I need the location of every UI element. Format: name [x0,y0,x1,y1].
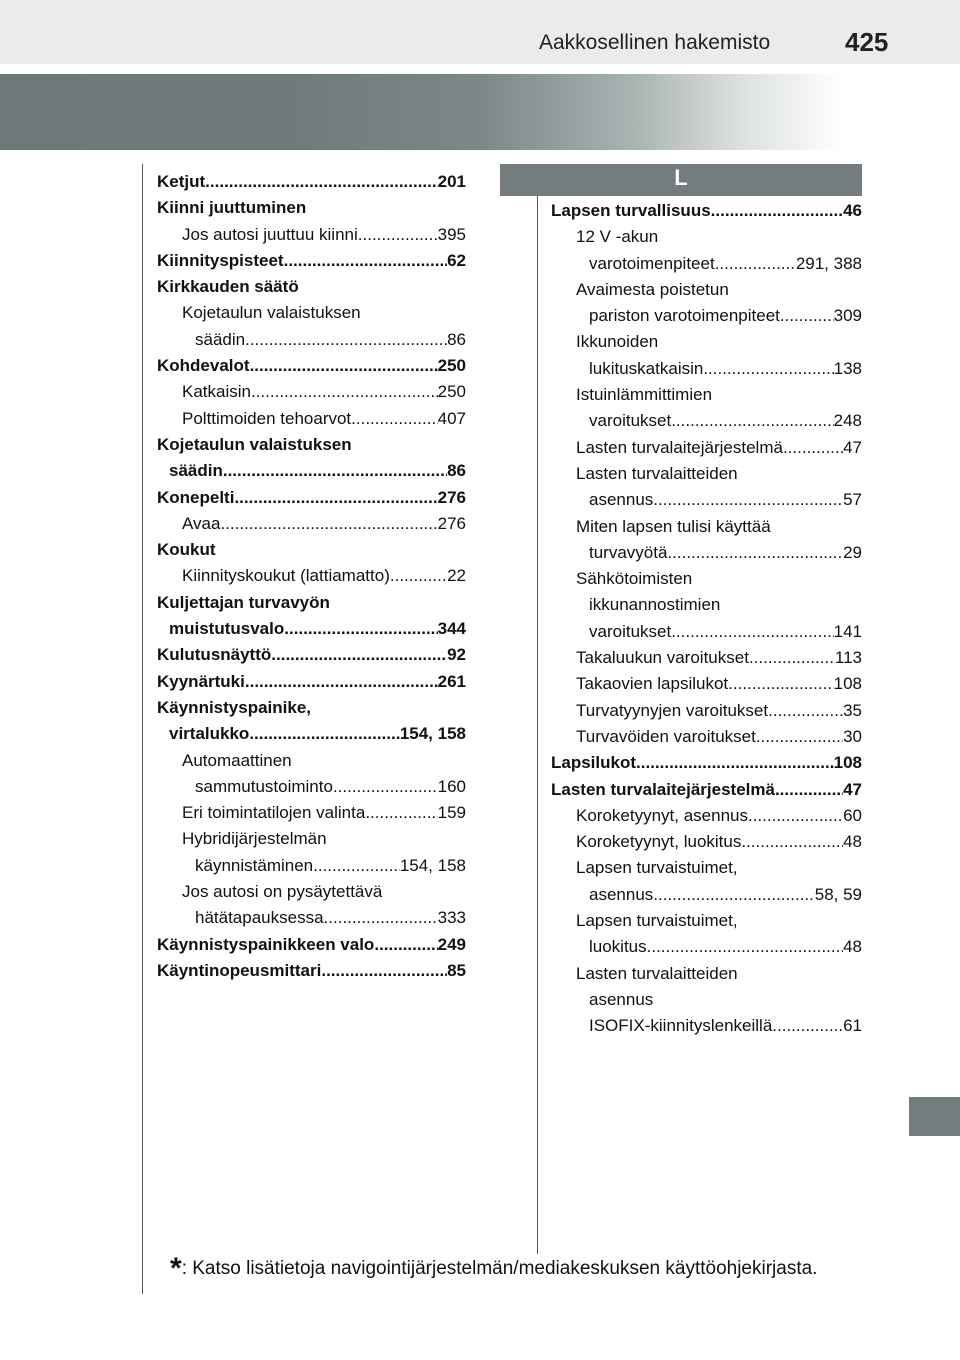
index-entry-label: Lapsen turvaistuimet, [576,911,738,931]
index-entry [157,379,466,405]
index-entry [551,961,862,987]
dot-leader [748,803,843,829]
index-entry-label: Polttimoiden tehoarvot [182,408,352,428]
dot-leader [333,774,438,800]
index-entry-label: virtalukko [169,724,250,744]
index-entry [157,195,466,221]
index-entry-page: 407 [437,408,466,428]
index-entry-label: Jos autosi on pysäytettävä [182,882,383,902]
index-entry [551,277,862,303]
dot-leader [390,563,447,589]
dot-leader [636,750,834,776]
dot-leader [756,724,843,750]
index-entry-page: 248 [833,411,862,431]
dot-leader [728,671,833,697]
index-entry-label: Katkaisin [182,382,251,402]
index-entry-page: 159 [437,803,466,823]
index-entry-label: Kyynärtuki [157,671,245,691]
index-entry-label: säädin [169,461,223,481]
index-entry-page: 47 [843,437,862,457]
index-entry-label: Takaovien lapsilukot [576,674,729,694]
index-entry-label: Kirkkauden säätö [157,277,299,297]
index-entry-label: asennus [589,884,654,904]
index-entry [551,908,862,934]
index-entry-page: 57 [843,490,862,510]
index-entry [551,251,862,277]
index-entry-page: 250 [437,382,466,402]
index-entry [157,563,466,589]
index-entry-label: Koroketyynyt, asennus [576,805,748,825]
page-section-title: Aakkosellinen hakemisto [539,31,771,54]
index-entry-label: Kulutusnäyttö [157,645,272,665]
dot-leader [358,222,438,248]
index-entry [157,169,466,195]
index-entry [157,669,466,695]
index-entry [551,592,862,618]
index-entry-page: 46 [843,201,862,220]
index-entry-label: ISOFIX-kiinnityslenkeillä [589,1016,773,1036]
index-entry [551,750,862,776]
index-entry-label: turvavyötä [589,542,668,562]
index-entry-label: Lasten turvalaitejärjestelmä [576,437,783,457]
index-entry-label: Kiinni juuttuminen [157,198,307,218]
index-entry-page: 86 [447,329,466,349]
index-entry [551,645,862,671]
index-entry-label: Käynnistyspainike, [157,697,312,717]
index-entry [157,932,466,958]
index-entry-label: Avaa [182,513,221,533]
index-entry-page: 47 [843,779,862,799]
index-entry-label: Koroketyynyt, luokitus [576,832,742,852]
index-entry [551,934,862,960]
index-entry-label: Kiinnityspisteet [157,250,284,270]
index-entry-page: 85 [447,960,466,980]
index-entry-page: 249 [437,934,466,954]
index-entry-label: pariston varotoimenpiteet [589,306,780,326]
index-entry [157,353,466,379]
index-entry-label: Käyntinopeusmittari [157,960,322,980]
dot-leader [271,642,447,668]
index-entry [157,590,466,616]
dot-leader [245,669,438,695]
index-entry-page: 108 [833,753,862,773]
index-entry [551,855,862,881]
top-header-bar [0,0,960,64]
index-entry-label: Lasten turvalaitejärjestelmä [551,779,775,799]
dot-leader [715,251,796,277]
index-entry [551,540,862,566]
index-entry-page: 291, 388 [795,253,862,273]
dot-leader [284,616,437,642]
index-entry [157,616,466,642]
dot-leader [671,619,833,645]
dot-leader [667,540,843,566]
index-entry-label: varotoimenpiteet [589,253,715,273]
index-entry [157,222,466,248]
dot-leader [772,1013,843,1039]
index-entry [551,566,862,592]
dot-leader [775,777,843,803]
dot-leader [284,248,447,274]
dot-leader [249,721,400,747]
index-entry [157,800,466,826]
chapter-tab-marker [909,1097,960,1136]
index-entry-label: Miten lapsen tulisi käyttää [576,516,771,536]
index-entry [551,698,862,724]
index-entry-label: asennus [589,989,654,1009]
index-entry-label: Lasten turvalaitteiden [576,963,738,983]
index-entry [551,303,862,329]
index-entry [551,514,862,540]
index-entry-label: Kuljettajan turvavyön [157,592,330,612]
dot-leader [313,853,400,879]
index-entry [551,487,862,513]
index-entry-label: Turvavöiden varoitukset [576,726,756,746]
dot-leader [251,379,438,405]
footnote [170,1252,817,1286]
index-entry-label: Lapsen turvaistuimet, [576,858,738,878]
index-entry-page: 154, 158 [399,724,466,744]
index-entry-label: Automaattinen [182,750,292,770]
dot-leader [365,800,437,826]
index-entry-label: asennus [589,490,654,510]
index-entry-page: 138 [833,358,862,378]
index-entry [157,853,466,879]
index-entry-label: luokitus [589,937,647,957]
left-column-rule [142,164,143,1294]
index-entry-label: ikkunannostimien [589,595,721,615]
index-entry-label: lukituskatkaisin [589,358,704,378]
dot-leader [653,487,843,513]
index-entry [551,619,862,645]
dot-leader [783,435,843,461]
index-entry [157,721,466,747]
section-letter-heading: L [500,164,862,196]
index-entry [157,905,466,931]
index-entry [551,198,862,224]
index-entry-page: 22 [447,566,466,586]
index-entry [551,1013,862,1039]
index-entry-page: 113 [834,648,862,668]
dot-leader [234,485,437,511]
index-entry [551,408,862,434]
index-entry-label: Jos autosi juuttuu kiinni [182,224,358,244]
dot-leader [245,327,447,353]
index-entry-label: Takaluukun varoitukset [576,648,749,668]
column-divider [537,196,538,1254]
index-entry-label: Käynnistyspainikkeen valo [157,934,375,954]
footnote-text: : Katso lisätietoja navigointijärjestelmän/mediakeskuksen käyttöohjekirjasta. [181,1258,818,1279]
index-column-left [157,169,466,984]
dot-leader [711,198,843,224]
index-entry-label: varoitukset [589,621,672,641]
dot-leader [749,645,835,671]
index-entry-page: 344 [437,619,466,639]
index-entry-label: Turvatyynyjen varoitukset [576,700,769,720]
index-entry-label: Lapsilukot [551,753,637,773]
index-entry-page: 141 [833,621,862,641]
index-entry [551,435,862,461]
index-entry [551,882,862,908]
index-entry [157,748,466,774]
index-entry [551,671,862,697]
index-entry-page: 395 [437,224,466,244]
index-entry [157,327,466,353]
index-entry [157,537,466,563]
index-entry-page: 58, 59 [814,884,862,904]
dot-leader [321,958,447,984]
dot-leader [647,934,843,960]
index-entry [157,774,466,800]
index-entry [157,958,466,984]
dot-leader [671,408,833,434]
index-entry [157,248,466,274]
index-entry-page: 62 [447,250,466,270]
dot-leader [768,698,843,724]
dot-leader [780,303,834,329]
index-entry-page: 29 [843,542,862,562]
index-entry [551,461,862,487]
index-entry-page: 108 [833,674,862,694]
index-entry-label: Kiinnityskoukut (lattiamatto) [182,566,390,586]
index-entry-page: 333 [437,908,466,928]
index-entry-page: 276 [437,513,466,533]
index-entry-label: Ikkunoiden [576,332,659,352]
index-entry [551,329,862,355]
index-entry-page: 309 [833,306,862,326]
dot-leader [220,511,437,537]
index-column-right [551,198,862,1040]
index-entry-label: Kojetaulun valaistuksen [157,434,352,454]
index-entry-page: 30 [843,726,862,746]
index-entry [551,724,862,750]
index-entry-label: Sähkötoimisten [576,569,693,589]
index-entry [157,274,466,300]
index-entry-label: 12 V -akun [576,227,659,247]
index-entry-label: käynnistäminen [195,855,314,875]
dot-leader [351,406,437,432]
index-entry-page: 61 [843,1016,862,1036]
index-entry-label: Eri toimintatilojen valinta [182,803,366,823]
index-entry [551,987,862,1013]
index-entry [157,300,466,326]
index-entry [157,642,466,668]
index-entry-label: muistutusvalo [169,619,285,639]
index-entry-label: Istuinlämmittimien [576,385,713,405]
dot-leader [703,356,833,382]
index-entry-page: 154, 158 [399,855,466,875]
dot-leader [223,458,447,484]
index-entry-page: 48 [843,937,862,957]
index-entry [551,777,862,803]
index-entry-page: 250 [437,356,466,376]
index-entry-label: varoitukset [589,411,672,431]
index-entry-page: 160 [437,776,466,796]
index-entry-page: 86 [447,461,466,481]
index-entry-label: Avaimesta poistetun [576,279,729,299]
index-entry-label: Lapsen turvallisuus [551,201,711,220]
index-entry [157,695,466,721]
index-entry-page: 35 [843,700,862,720]
index-entry [551,356,862,382]
footnote-marker: * [170,1252,182,1285]
index-entry [157,432,466,458]
index-entry [551,829,862,855]
index-entry [157,826,466,852]
index-entry [551,224,862,250]
index-entry-page: 276 [437,487,466,507]
index-entry [157,485,466,511]
index-entry-page: 48 [843,832,862,852]
dot-leader [374,932,437,958]
page-number: 425 [845,27,889,57]
index-entry [551,803,862,829]
index-entry-page: 60 [843,805,862,825]
index-entry [157,879,466,905]
index-entry-label: Koukut [157,540,216,560]
decorative-banner [0,74,960,150]
index-entry [157,458,466,484]
index-entry-label: Lasten turvalaitteiden [576,463,738,483]
dot-leader [205,169,437,195]
dot-leader [324,905,438,931]
index-entry-label: Ketjut [157,172,206,191]
index-entry-label: Hybridijärjestelmän [182,829,327,849]
index-entry-label: säädin [195,329,246,349]
index-entry-label: sammutustoiminto [195,776,333,796]
index-entry [157,511,466,537]
index-entry-label: Konepelti [157,487,235,507]
index-entry-label: Kojetaulun valaistuksen [182,303,361,323]
index-entry-page: 201 [437,172,466,191]
index-entry-page: 92 [447,645,466,665]
index-entry [157,406,466,432]
dot-leader [741,829,843,855]
index-entry-page: 261 [437,671,466,691]
index-entry [551,382,862,408]
dot-leader [653,882,814,908]
index-entry-label: hätätapauksessa [195,908,324,928]
index-entry-label: Kohdevalot [157,356,250,376]
dot-leader [250,353,438,379]
